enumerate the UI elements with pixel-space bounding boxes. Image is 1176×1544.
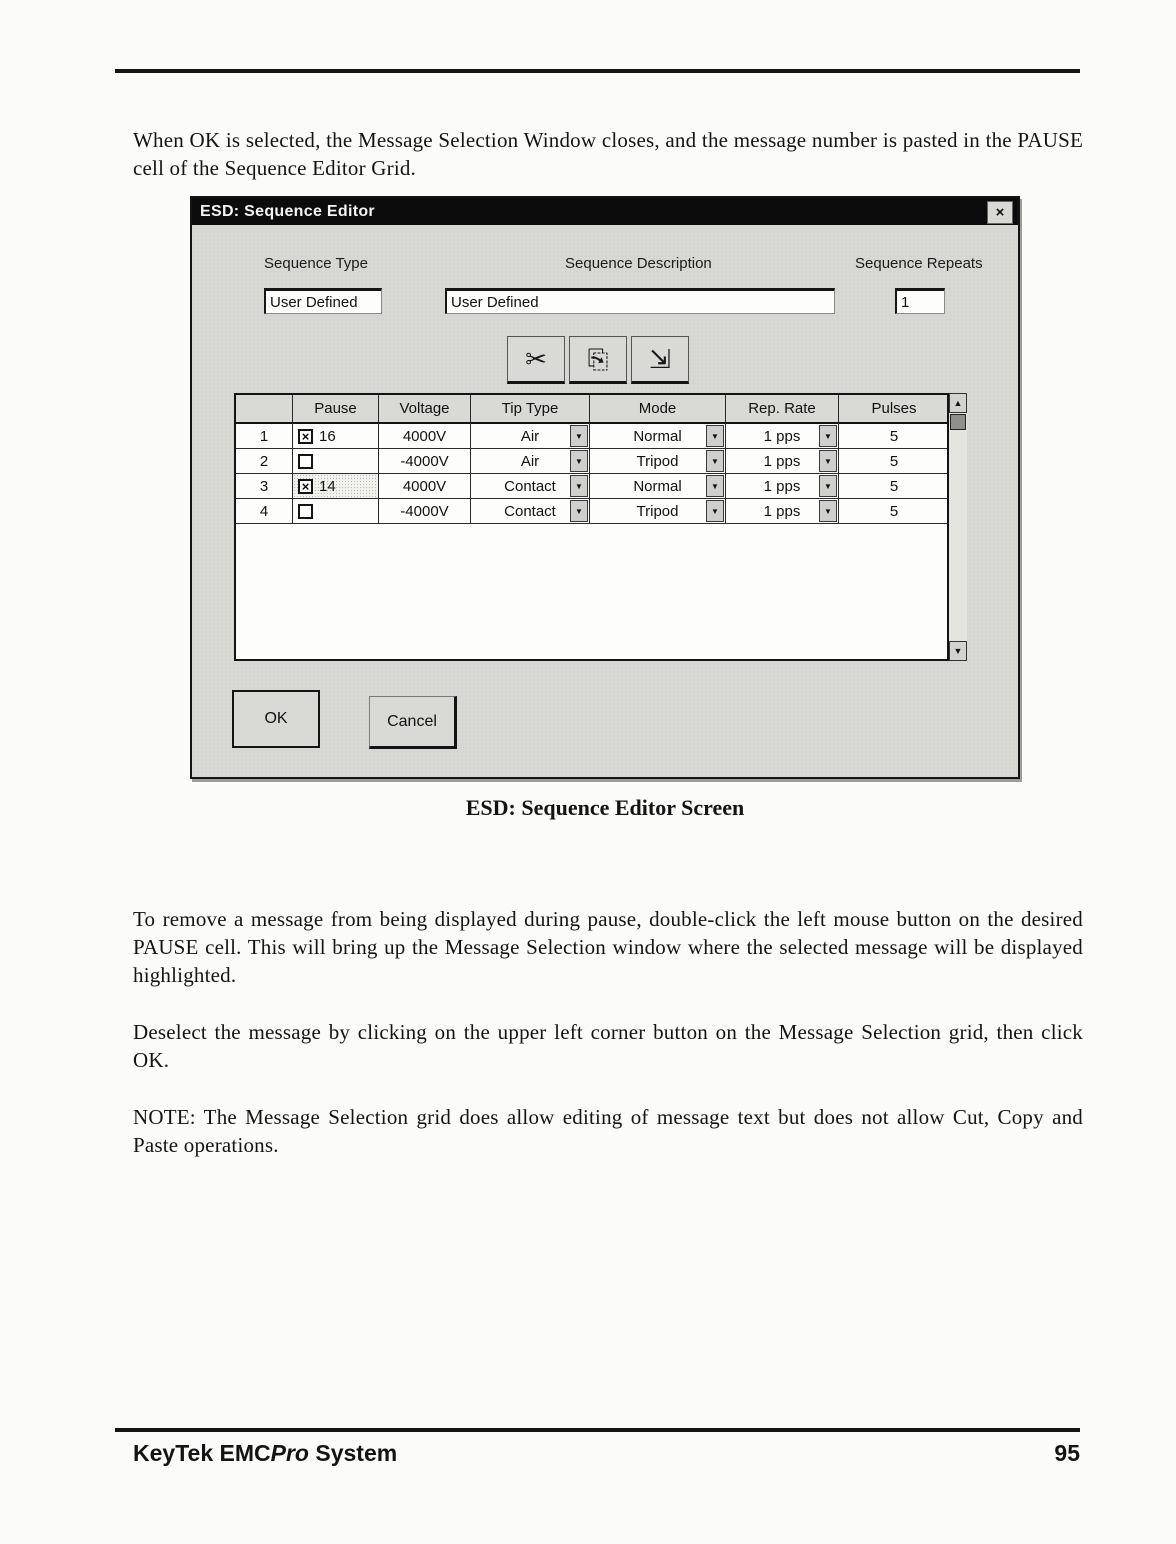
pause-message-number: 14 xyxy=(319,477,336,495)
toolbar xyxy=(507,336,689,384)
tip-type-dropdown-button[interactable] xyxy=(570,425,588,447)
grid-vertical-scrollbar[interactable] xyxy=(947,393,967,661)
page-top-rule xyxy=(115,69,1080,73)
paragraph-deselect-message: Deselect the message by clicking on the upper left corner button on the Message Selection grid, then click OK. xyxy=(133,1020,1083,1072)
rep-rate-value: 1 pps xyxy=(763,427,801,445)
mode-value: Tripod xyxy=(636,452,679,470)
pause-cell[interactable] xyxy=(293,449,379,473)
tip-type-cell[interactable] xyxy=(471,474,590,498)
chevron-down-icon: ▼ xyxy=(824,506,832,516)
voltage-cell[interactable]: -4000V xyxy=(379,499,471,523)
grid-row-4 xyxy=(236,499,965,524)
col-header-rep-rate[interactable]: Rep. Rate xyxy=(726,395,839,422)
sequence-grid xyxy=(234,393,967,661)
tip-type-value: Contact xyxy=(504,477,556,495)
paste-icon: ⇲ xyxy=(649,344,671,374)
dialog-title: ESD: Sequence Editor xyxy=(200,202,375,220)
col-header-pause[interactable]: Pause xyxy=(293,395,379,422)
pause-message-number: 16 xyxy=(319,427,336,445)
rep-rate-cell[interactable] xyxy=(726,499,839,523)
pause-checkbox-unchecked[interactable] xyxy=(298,504,313,519)
col-header-mode[interactable]: Mode xyxy=(590,395,726,422)
tip-type-value: Contact xyxy=(504,502,556,520)
voltage-cell[interactable]: 4000V xyxy=(379,424,471,448)
chevron-down-icon: ▼ xyxy=(575,506,583,516)
rep-rate-dropdown-button[interactable] xyxy=(819,475,837,497)
paragraph-note: NOTE: The Message Selection grid does allow editing of message text but does not allow Cut, Copy and Paste operations. xyxy=(133,1105,1083,1157)
chevron-down-icon: ▼ xyxy=(824,481,832,491)
pause-checkbox-checked[interactable]: × xyxy=(298,479,313,494)
chevron-down-icon: ▼ xyxy=(711,506,719,516)
mode-dropdown-button[interactable] xyxy=(706,500,724,522)
tip-type-value: Air xyxy=(520,427,540,445)
sequence-type-field[interactable]: User Defined xyxy=(264,288,382,314)
rep-rate-value: 1 pps xyxy=(763,477,801,495)
grid-corner-cell[interactable] xyxy=(236,395,293,422)
tip-type-cell[interactable] xyxy=(471,424,590,448)
row-number[interactable]: 3 xyxy=(236,474,293,498)
sequence-description-label: Sequence Description xyxy=(565,255,712,272)
pause-cell[interactable] xyxy=(293,499,379,523)
pulses-cell[interactable]: 5 xyxy=(889,502,899,520)
chevron-up-icon: ▲ xyxy=(953,398,963,408)
footer-brand-suffix: System xyxy=(308,1440,398,1466)
mode-cell[interactable] xyxy=(590,499,726,523)
footer-brand-italic: Pro xyxy=(270,1440,309,1466)
col-header-pulses[interactable]: Pulses xyxy=(839,395,949,422)
paragraph-remove-message: To remove a message from being displayed during pause, double-click the left mouse button on the desired PAUSE cell. This will bring up the Message Selection window where the selected message will be displayed highlighted. xyxy=(133,907,1083,987)
tip-type-cell[interactable] xyxy=(471,499,590,523)
pause-cell[interactable] xyxy=(293,474,379,498)
ok-button[interactable]: OK xyxy=(232,690,320,748)
grid-row-1 xyxy=(236,424,965,449)
row-number[interactable]: 1 xyxy=(236,424,293,448)
pause-checkbox-unchecked[interactable] xyxy=(298,454,313,469)
chevron-down-icon: ▼ xyxy=(575,431,583,441)
chevron-down-icon: ▼ xyxy=(953,646,963,656)
chevron-down-icon: ▼ xyxy=(711,456,719,466)
rep-rate-dropdown-button[interactable] xyxy=(819,425,837,447)
voltage-cell[interactable]: 4000V xyxy=(379,474,471,498)
pause-checkbox-checked[interactable]: × xyxy=(298,429,313,444)
pulses-cell[interactable]: 5 xyxy=(889,452,899,470)
pulses-cell[interactable]: 5 xyxy=(889,427,899,445)
pulses-cell[interactable]: 5 xyxy=(889,477,899,495)
row-number[interactable]: 4 xyxy=(236,499,293,523)
footer-page-number: 95 xyxy=(1054,1440,1080,1466)
mode-dropdown-button[interactable] xyxy=(706,475,724,497)
sequence-type-label: Sequence Type xyxy=(264,255,368,272)
chevron-down-icon: ▼ xyxy=(575,456,583,466)
mode-dropdown-button[interactable] xyxy=(706,450,724,472)
chevron-down-icon: ▼ xyxy=(824,456,832,466)
close-icon: × xyxy=(995,204,1005,221)
rep-rate-value: 1 pps xyxy=(763,502,801,520)
sequence-editor-dialog xyxy=(190,196,1020,779)
rep-rate-dropdown-button[interactable] xyxy=(819,450,837,472)
grid-row-2 xyxy=(236,449,965,474)
tip-type-dropdown-button[interactable] xyxy=(570,500,588,522)
col-header-voltage[interactable]: Voltage xyxy=(379,395,471,422)
chevron-down-icon: ▼ xyxy=(711,481,719,491)
dialog-titlebar[interactable] xyxy=(192,198,1018,225)
sequence-repeats-label: Sequence Repeats xyxy=(855,255,983,272)
scrollbar-thumb[interactable] xyxy=(950,414,966,430)
footer-brand-regular: KeyTek EMC xyxy=(133,1440,271,1466)
insert-icon: ⎘ xyxy=(587,344,609,374)
mode-value: Normal xyxy=(633,427,682,445)
mode-cell[interactable] xyxy=(590,424,726,448)
tip-type-value: Air xyxy=(520,452,540,470)
sequence-repeats-field[interactable]: 1 xyxy=(895,288,945,314)
mode-value: Tripod xyxy=(636,502,679,520)
rep-rate-dropdown-button[interactable] xyxy=(819,500,837,522)
pause-cell[interactable] xyxy=(293,424,379,448)
mode-dropdown-button[interactable] xyxy=(706,425,724,447)
close-button[interactable] xyxy=(987,201,1013,224)
tip-type-dropdown-button[interactable] xyxy=(570,450,588,472)
rep-rate-value: 1 pps xyxy=(763,452,801,470)
tip-type-cell[interactable] xyxy=(471,449,590,473)
sequence-description-field[interactable]: User Defined xyxy=(445,288,835,314)
mode-cell[interactable] xyxy=(590,474,726,498)
row-number[interactable]: 2 xyxy=(236,449,293,473)
paste-button[interactable] xyxy=(631,336,689,384)
voltage-cell[interactable]: -4000V xyxy=(379,449,471,473)
rep-rate-cell[interactable] xyxy=(726,449,839,473)
scroll-down-button[interactable] xyxy=(949,641,967,661)
footer-brand xyxy=(133,1440,397,1467)
rep-rate-cell[interactable] xyxy=(726,474,839,498)
cancel-button[interactable]: Cancel xyxy=(369,696,457,749)
mode-cell[interactable] xyxy=(590,449,726,473)
rep-rate-cell[interactable] xyxy=(726,424,839,448)
grid-row-3 xyxy=(236,474,965,499)
intro-paragraph: When OK is selected, the Message Selection Window closes, and the message number is pasted in the PAUSE cell of the Sequence Editor Grid. xyxy=(133,128,1083,180)
cut-button[interactable] xyxy=(507,336,565,384)
chevron-down-icon: ▼ xyxy=(824,431,832,441)
col-header-tip-type[interactable]: Tip Type xyxy=(471,395,590,422)
tip-type-dropdown-button[interactable] xyxy=(570,475,588,497)
chevron-down-icon: ▼ xyxy=(575,481,583,491)
footer-rule xyxy=(115,1428,1080,1432)
chevron-down-icon: ▼ xyxy=(711,431,719,441)
scroll-up-button[interactable] xyxy=(949,393,967,413)
mode-value: Normal xyxy=(633,477,682,495)
grid-header-row xyxy=(236,395,965,424)
figure-caption: ESD: Sequence Editor Screen xyxy=(465,795,745,820)
cut-icon: ✂ xyxy=(525,344,547,374)
insert-button[interactable] xyxy=(569,336,627,384)
